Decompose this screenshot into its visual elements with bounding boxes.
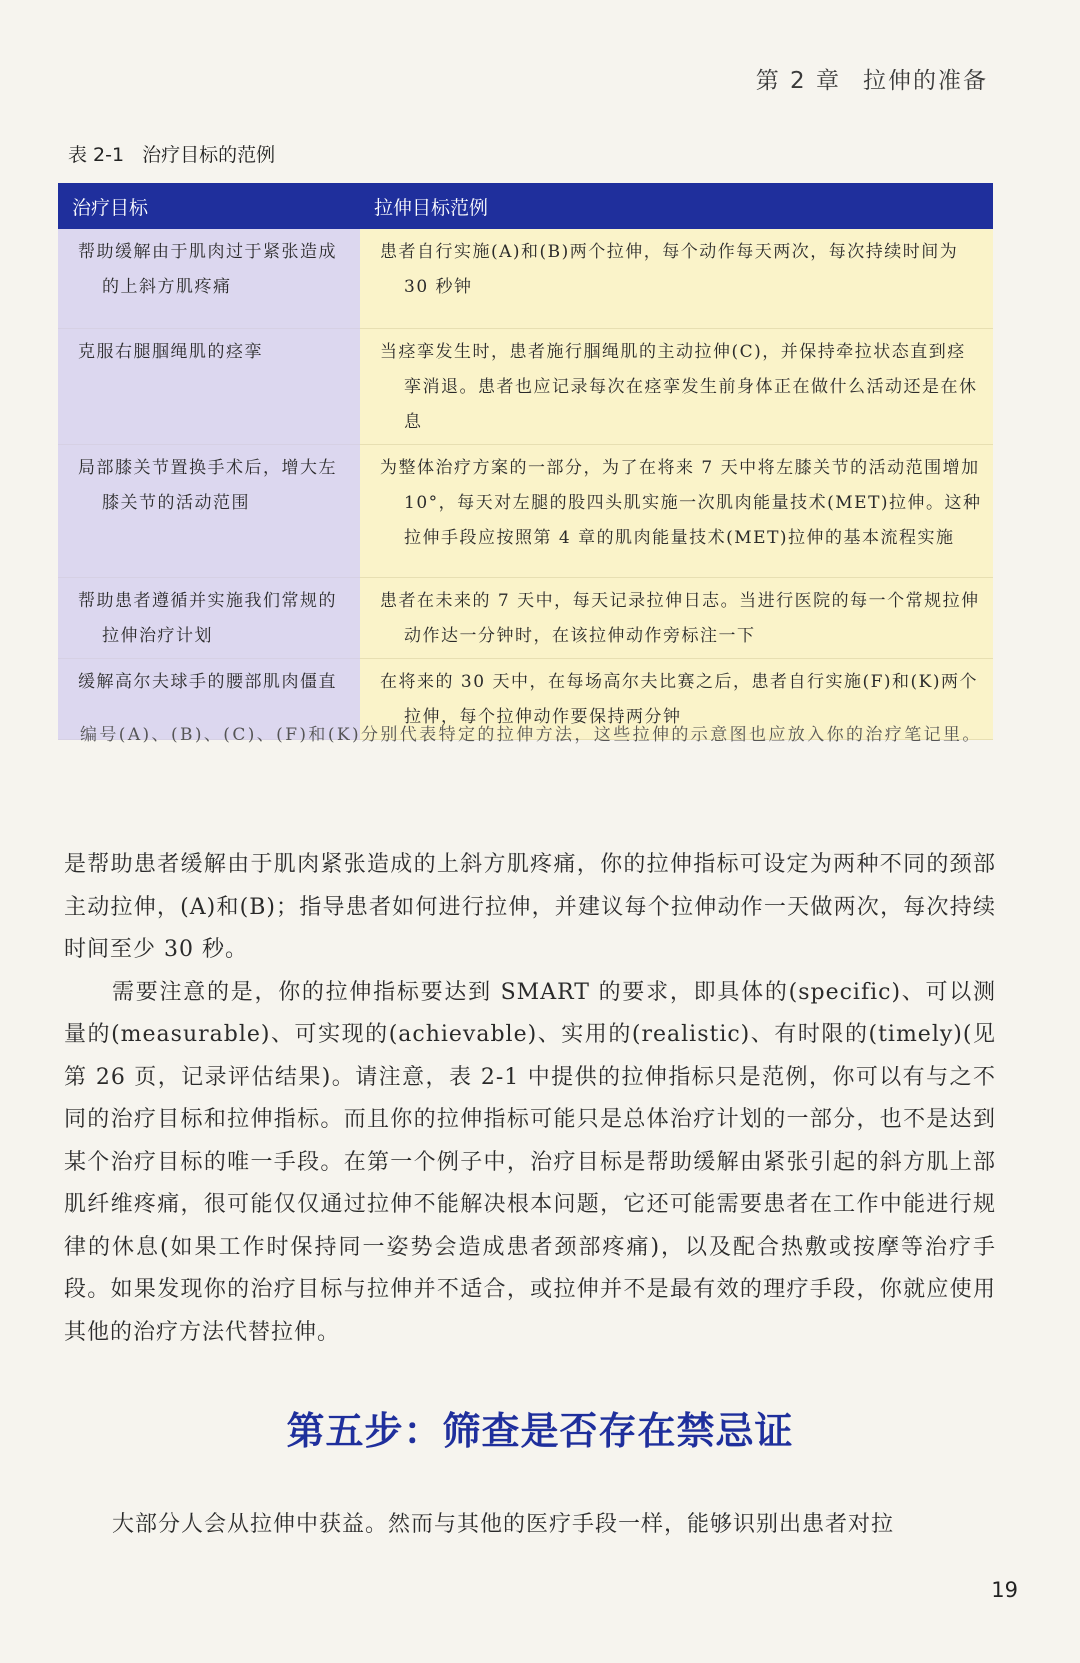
example-text: 为整体治疗方案的一部分，为了在将来 7 天中将左膝关节的活动范围增加 10°，每天对左腿的股四头肌实施一次肌肉能量技术(MET)拉伸。这种拉伸手段应按照第 4 章的肌肉能量技术(MET)拉伸的基本流程实施: [380, 457, 982, 548]
goal-text: 缓解高尔夫球手的腰部肌肉僵直: [78, 671, 337, 692]
table-caption: [68, 140, 275, 167]
goal-text: 克服右腿腘绳肌的痉挛: [78, 341, 263, 362]
column-header-example: 拉伸目标范例: [360, 183, 993, 229]
section-heading: 第五步：筛查是否存在禁忌证: [286, 1409, 794, 1453]
example-text: 患者在未来的 7 天中，每天记录拉伸日志。当进行医院的每一个常规拉伸动作达一分钟时，在该拉伸动作旁标注一下: [380, 590, 980, 646]
chapter-number: 第 2 章: [755, 68, 841, 94]
treatment-goals-table: [58, 183, 993, 740]
goal-text: 局部膝关节置换手术后，增大左膝关节的活动范围: [78, 457, 337, 513]
table-row: [58, 577, 993, 658]
page-number: 19: [991, 1578, 1018, 1602]
example-text: 当痉挛发生时，患者施行腘绳肌的主动拉伸(C)，并保持牵拉状态直到痉挛消退。患者也应记录每次在痉挛发生前身体正在做什么活动还是在休息: [380, 341, 978, 432]
example-cell: [360, 577, 993, 658]
table-row: [58, 328, 993, 444]
example-cell: [360, 229, 993, 328]
running-head: [756, 62, 988, 95]
table-title: 治疗目标的范例: [142, 144, 276, 166]
example-cell: [360, 328, 993, 444]
paragraph: 大部分人会从拉伸中获益。然而与其他的医疗手段一样，能够识别出患者对拉: [112, 1512, 895, 1537]
chapter-title: 拉伸的准备: [863, 68, 988, 94]
table-footnote: 编号(A)、(B)、(C)、(F)和(K)分别代表特定的拉伸方法，这些拉伸的示意图也应放入你的治疗笔记里。: [80, 725, 982, 745]
example-text: 患者自行实施(A)和(B)两个拉伸，每个动作每天两次，每次持续时间为 30 秒钟: [380, 242, 959, 297]
goal-cell: [58, 444, 360, 577]
example-text: 在将来的 30 天中，在每场高尔夫比赛之后，患者自行实施(F)和(K)两个拉伸，每个拉伸动作要保持两分钟: [380, 671, 978, 727]
goal-cell: [58, 328, 360, 444]
table-row: [58, 444, 993, 577]
paragraph: 是帮助患者缓解由于肌肉紧张造成的上斜方肌疼痛，你的拉伸指标可设定为两种不同的颈部主动拉伸，(A)和(B)；指导患者如何进行拉伸，并建议每个拉伸动作一天做两次，每次持续时间至少 30 秒。: [64, 852, 996, 962]
column-header-goal: 治疗目标: [58, 183, 360, 229]
body-text: [64, 1504, 996, 1547]
body-text: [64, 844, 996, 1354]
goal-text: 帮助患者遵循并实施我们常规的拉伸治疗计划: [78, 590, 337, 646]
goal-cell: [58, 229, 360, 328]
table-header-row: [58, 183, 993, 229]
paragraph: 需要注意的是，你的拉伸指标要达到 SMART 的要求，即具体的(specific)、可以测量的(measurable)、可实现的(achievable)、实用的(realistic)、有时限的(timely)(见第 26 页，记录评估结果)。请注意，表 2-1 中提供的拉伸指标只是范例，你可以有与之不同的治疗目标和拉伸指标。而且你的拉伸指标可能只是总体治疗计划的一部分，也不是达到某个治疗目标的唯一手段。在第一个例子中，治疗目标是帮助缓解由紧张引起的斜方肌上部肌纤维疼痛，很可能仅仅通过拉伸不能解决根本问题，它还可能需要患者在工作中能进行规律的休息(如果工作时保持同一姿势会造成患者颈部疼痛)，以及配合热敷或按摩等治疗手段。如果发现你的治疗目标与拉伸并不适合，或拉伸并不是最有效的理疗手段，你就应使用其他的治疗方法代替拉伸。: [64, 979, 996, 1345]
table-number: 表 2-1: [68, 144, 125, 166]
goal-text: 帮助缓解由于肌肉过于紧张造成的上斜方肌疼痛: [78, 242, 337, 297]
goal-cell: [58, 577, 360, 658]
table-row: [58, 229, 993, 328]
example-cell: [360, 444, 993, 577]
